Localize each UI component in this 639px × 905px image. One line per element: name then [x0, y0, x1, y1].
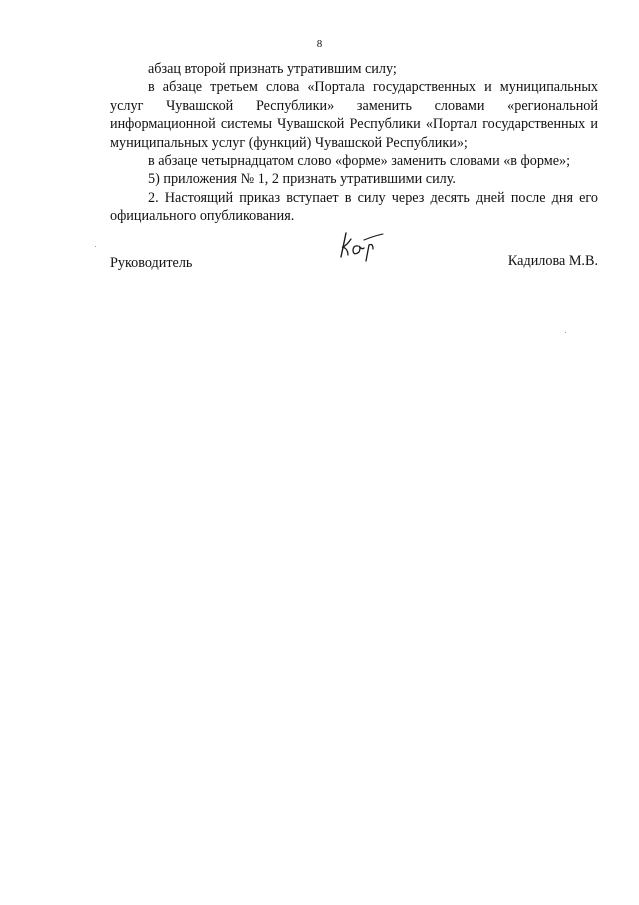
paragraph-paragraph-fourteen-amendment: в абзаце четырнадцатом слово «форме» заменить словами «в форме»; — [148, 153, 571, 170]
paragraph-appendices-repealed: 5) приложения № 1, 2 признать утратившими силу. — [148, 171, 456, 188]
signatory-role: Руководитель — [110, 255, 193, 271]
paragraph-paragraph-three-amendment: в абзаце третьем слова «Портала государственных и муниципальных услуг Чувашской Республики» заменить словами «региональной информационной системы Чувашской Республики «Портал государственных и муниципальных услуг (функций) Чувашской Республики»; — [110, 79, 598, 151]
scan-speck — [95, 246, 96, 247]
handwritten-signature — [336, 228, 388, 264]
page-number: 8 — [316, 38, 323, 50]
paragraph-entry-into-force: 2. Настоящий приказ вступает в силу через десять дней после дня его официального опубликования. — [110, 189, 598, 225]
signature-block — [110, 228, 598, 278]
document-body — [110, 60, 598, 226]
signatory-name: Кадилова М.В. — [507, 253, 598, 269]
scan-speck — [565, 332, 566, 333]
paragraph-paragraph-two-repealed: абзац второй признать утратившим силу; — [148, 61, 397, 77]
